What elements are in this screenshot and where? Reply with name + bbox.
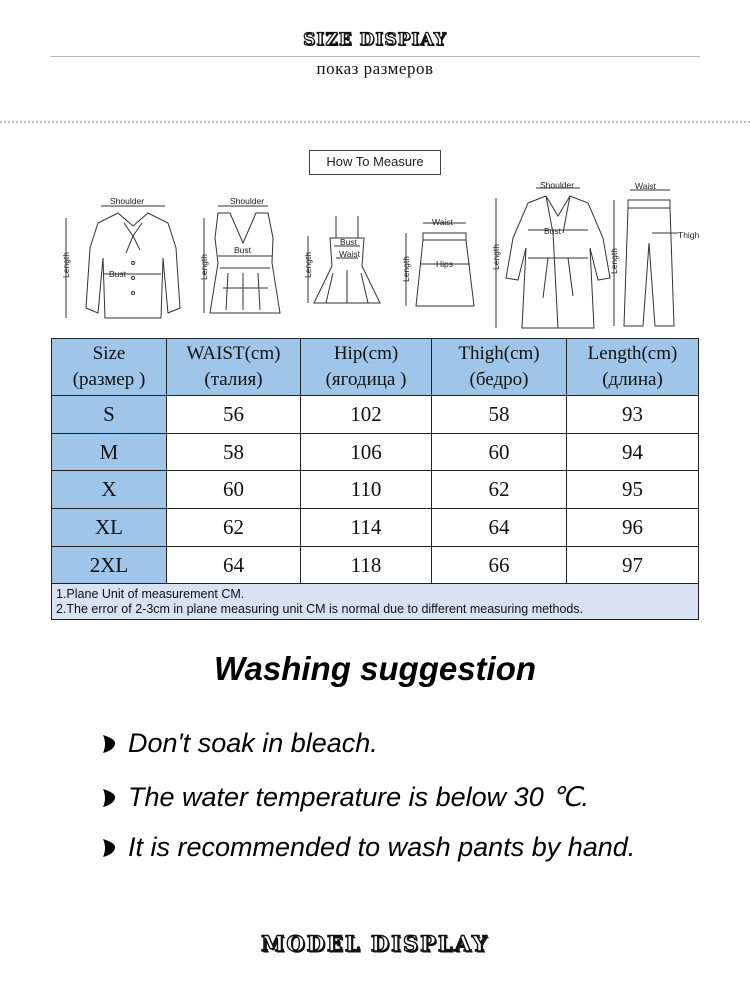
dress-diagram	[303, 216, 380, 303]
dress-length-label: Length	[303, 252, 313, 278]
length-cell: 94	[567, 433, 699, 471]
size-cell: XL	[52, 509, 167, 547]
header-size: Size (размер )	[52, 339, 167, 396]
note-line: 1.Plane Unit of measurement CM.	[56, 586, 245, 601]
size-display-title: SIZE DISPIAY	[303, 30, 447, 50]
blouse-length-label: Length	[61, 252, 71, 278]
measurement-notes	[52, 584, 699, 620]
pants-length-label: Length	[609, 248, 619, 274]
note-line: 2.The error of 2-3cm in plane measuring unit CM is normal due to different measuring methods.	[56, 601, 584, 616]
waist-cell: 58	[167, 433, 301, 471]
dress-bust-label: Bust	[340, 237, 358, 247]
table-row	[52, 471, 699, 509]
thigh-cell: 58	[432, 396, 567, 434]
washing-suggestion-title: Washing suggestion	[213, 650, 537, 687]
table-row	[52, 433, 699, 471]
skirt-diagram	[401, 217, 474, 306]
waist-cell: 64	[167, 546, 301, 584]
size-chart-table	[51, 338, 699, 620]
table-header-row	[52, 339, 699, 396]
skirt-length-label: Length	[401, 256, 411, 282]
thigh-cell: 66	[432, 546, 567, 584]
bullet-icon	[100, 837, 118, 859]
blouse-shoulder-label: Shoulder	[110, 196, 145, 206]
washing-item: Don't soak in bleach.	[100, 728, 378, 759]
waist-cell: 56	[167, 396, 301, 434]
size-display-subtitle: показ размеров	[316, 59, 434, 78]
how-to-measure-label: How To Measure	[309, 150, 441, 175]
skirt-waist-label: Waist	[432, 217, 453, 227]
hip-cell: 106	[301, 433, 432, 471]
coat-diagram	[491, 180, 610, 328]
pants-waist-label: Waist	[635, 181, 656, 191]
dotted-divider	[0, 121, 750, 123]
size-cell: M	[52, 433, 167, 471]
table-row	[52, 509, 699, 547]
tank-shoulder-label: Shoulder	[230, 196, 265, 206]
coat-shoulder-label: Shoulder	[540, 180, 575, 190]
hip-cell: 114	[301, 509, 432, 547]
length-cell: 96	[567, 509, 699, 547]
coat-bust-label: Bust	[544, 226, 562, 236]
size-cell: X	[52, 471, 167, 509]
size-cell: S	[52, 396, 167, 434]
table-notes-row	[52, 584, 699, 620]
header-waist: WAIST(cm) (талия)	[167, 339, 301, 396]
length-cell: 93	[567, 396, 699, 434]
tank-length-label: Length	[199, 254, 209, 280]
header-length: Length(cm) (длина)	[567, 339, 699, 396]
measurement-diagram	[58, 178, 708, 338]
dress-waist-label: Waist	[339, 249, 360, 259]
table-row	[52, 546, 699, 584]
thigh-cell: 64	[432, 509, 567, 547]
size-cell: 2XL	[52, 546, 167, 584]
hip-cell: 102	[301, 396, 432, 434]
pants-diagram	[609, 181, 700, 326]
waist-cell: 60	[167, 471, 301, 509]
blouse-diagram	[61, 196, 180, 318]
length-cell: 97	[567, 546, 699, 584]
washing-item: It is recommended to wash pants by hand.	[100, 832, 635, 863]
hip-cell: 118	[301, 546, 432, 584]
bullet-icon	[100, 733, 118, 755]
pants-thigh-label: Thigh	[678, 230, 700, 240]
waist-cell: 62	[167, 509, 301, 547]
tank-bust-label: Bust	[234, 245, 252, 255]
thigh-cell: 62	[432, 471, 567, 509]
header-hip: Hip(cm) (ягодица )	[301, 339, 432, 396]
header-divider	[50, 56, 700, 57]
hip-cell: 110	[301, 471, 432, 509]
washing-item: The water temperature is below 30 ℃.	[100, 782, 589, 813]
thigh-cell: 60	[432, 433, 567, 471]
skirt-hips-label: Hips	[436, 259, 454, 269]
length-cell: 95	[567, 471, 699, 509]
header-thigh: Thigh(cm) (бедро)	[432, 339, 567, 396]
blouse-bust-label: Bust	[109, 269, 127, 279]
coat-length-label: Length	[491, 244, 501, 270]
tank-top-diagram	[199, 196, 280, 313]
table-row	[52, 396, 699, 434]
bullet-icon	[100, 787, 118, 809]
model-display-title: MODEL DISPLAY	[261, 931, 489, 956]
